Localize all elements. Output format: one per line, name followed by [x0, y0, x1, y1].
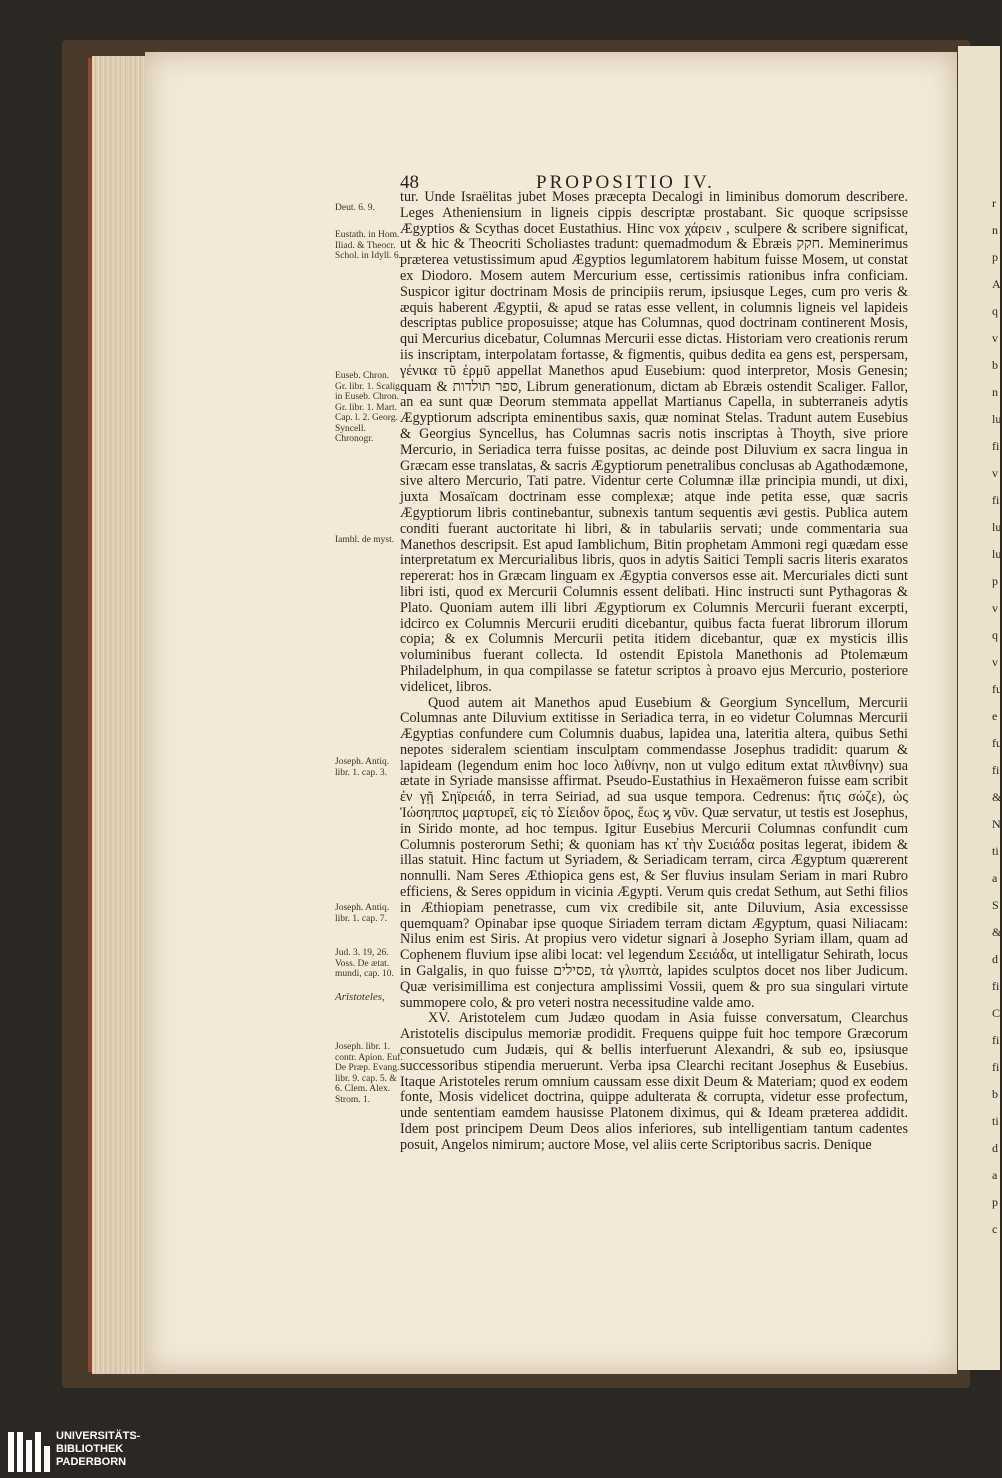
facing-page-fragment: lu [992, 547, 1002, 561]
facing-page-fragment: & [992, 925, 1002, 939]
facing-page-fragment: A [992, 277, 1001, 291]
facing-page-fragment: fi [992, 1033, 1000, 1047]
facing-page-fragment: p [992, 1195, 998, 1209]
paragraph: tur. Unde Israëlitas jubet Moses præcepta Decalogi in liminibus domorum describere. Leges Atheniensium in ligneis cippis descriptæ prostabant. Sic quoque scripsisse Ægyptios & Scythas docet Eustathius. Hinc vox χάρειν , sculpere & scribere significat, ut & hic & Theocriti Scholiastes tradunt: quemadmodum & Ebræis חקק. Meminerimus præterea vetustissimum apud Ægyptios legumlatorem habitum fuisse Mosem, ut constat ex Diodoro. Mosem autem Mercurium esse, certissimis rationibus infra conficiam. Suspicor igitur doctrinam Mosis de principiis rerum, ipsiusque Leges, cum pro veris & æquis haberent Ægyptii, & apud se ratas esse vellent, in columnis ligneis vel lapideis descriptas publice proposuisse; atque has Columnas, quod doctrinam continerent Mosis, qui Mercurius dicebatur, Columnas Mercurii esse dictas. Historiam vero creationis rerum iis inscriptam, interpolatam fortasse, & figmentis, quibus dedita ea gens est, perspersam, γένικα τῦ ἑρμῦ appellat Manethos apud Eusebium: quod interpretor, Mosis Genesin; quam & ספר תולדות, Librum generationum, dictam ab Ebræis ostendit Scaliger. Fallor, an ea sunt quæ Deorum stemmata appellat Martianus Capella, in subterraneis adytis Ægyptiorum adscripta eminentibus saxis, quæ nominat Stelas. Tradunt autem Eusebius & Georgius Syncellus, has Columnas sacris notis inscriptas à Thoyth, sive priore Mercurio, in Seriadica terra fuisse positas, ac deinde post Diluvium ex sacra lingua in Græcam esse translatas, & sacris Ægyptiorum penetralibus conclusas ab Agathodæmone, sive altero Mercurio, Tati patre. Videntur certe Columnæ illæ principia mundi, ut dixi, juxta Mosaïcam doctrinam esse complexæ; atque inde petita esse, quæ sacris Ægyptiorum libris continebantur, subnexis tantum sequentis ævi gestis. Publica autem conditi fuerant auctoritate hi libri, & in tabulariis servati; unde commentaria sua Manethos descripsit. Est apud Iamblichum, Bitin prophetam Ammoni regi quædam esse interpretatum ex Mercurialibus libris, quos in adytis Saitici Templi sacris literis exaratos repererat: hos in Græcam linguam ex Ægyptia conversos esse ait. Mercuriales dicti sunt libri isti, quod ex Mercurii Columnis essent delibati. Hinc instructi sunt Pythagoras & Plato. Quoniam autem illi libri Ægyptiorum ex Columnis Mercurii fuerant excerpti, idcirco ex Columnis Mercurii eruditi dicebantur, quibus facta fuerat librorum illorum copia; & ex Columnis Mercurii petita itidem dicebantur, quæ ex mysticis illis voluminibus fuerant collecta. Id ostendit Epistola Manethonis ad Ptolemæum Philadelphum, in qua compilasse se fatetur scriptos à proavo ejus Mercurio, posteriore videlicet, libros. [400, 189, 908, 695]
margin-note: Iambl. de myst. [335, 535, 395, 545]
page-number: 48 [400, 172, 419, 193]
facing-page-fragment: b [992, 1087, 998, 1101]
facing-page-fragment: C [992, 1006, 1001, 1020]
facing-page-fragment: ti [992, 844, 999, 858]
paragraph: XV. Aristotelem cum Judæo quodam in Asia fuisse conversatum, Clearchus Aristotelis discipulus memoriæ prodidit. Frequens quippe fuit hoc tempore Græcorum consuetudo cum Judæis, qui & bellis interfuerunt Alexandri, & sub eo, ipsiusque successoribus stipendia meruerunt. Verba ipsa Clearchi recitant Josephus & Eusebius. Itaque Aristoteles rerum omnium caussam esse dixit Deum & Materiam; quod ex eodem fonte, Mosis videlicet doctrina, quippe adulterata & corrupta, videtur esse profectum, unde sententiam eamdem hausisse Platonem diximus, qui & Ideam præterea addidit. Idem post principem Deum Deos alios inferiores, sub intelligentiam tantum cadentes posuit, Angelos nimirum; auctore Mose, vel aliis certe Scriptoribus sacris. Denique [400, 1010, 908, 1153]
facing-page-fragment: fi [992, 979, 1000, 993]
facing-page-fragment: fi [992, 439, 1000, 453]
paragraph: Quod autem ait Manethos apud Eusebium & Georgium Syncellum, Mercurii Columnas ante Diluvium extitisse in Seriadica terra, in eo videtur Columnas Mercurii Ægyptias confundere cum Columnis duabus, lapidea una, lateritia altera, quibus Sethi nepotes sideralem scientiam insculptam commendasse Josephus tradidit: quarum & lapideam (legendum enim hoc loco λιθίνην, non ut vulgo editum extat πλινθίνην) sua ætate in Syriade mansisse affirmat. Pseudo-Eustathius in Hexaëmeron fuisse eam scribit ἐν γῇ Σηϊρειάδ, in terra Seiriad, ad sua usque tempora. Cedrenus: ἥτις σώζε), ὡς Ἰώσηππος μαρτυρεῖ, εἰς τὸ Σίειδον ὄρος, ἕως ϗ νῦν. Quæ servatur, ut testis est Josephus, in Sirido monte, ad hoc tempus. Igitur Eusebius Mercurii Columnas confundit cum Columnis posterorum Sethi; & quoniam has κτ̓ τὴν Συειάδα positas legerat, ibidem & illas statuit. Hinc factum ut Syriadem, & Seriadicam terram, circa Ægyptum quærerent nonnulli. Nam Seres Æthiopica gens est, & Ser fluvius insulam Seriam in mari Rubro efficiens, & Seres oppidum in vicinia Ægypti. Verum quis credat Sethum, aut Sethi filios in Æthiopiam penetrasse, cum vix credibile sit, ante Diluvium, Asia excessisse quemquam? Opinabar ipse quoque Siriadem terram dictam Ægyptum, quasi Niliacam: Nilus enim est Siris. At propius vero videtur signari à Josepho Syriam illam, quam ad Cophenem fluvium ipse alibi locat: vel legendum Σεειάδα, ut intelligatur Sehirath, locus in Galgalis, in quo fuisse פסילים, τὰ γλυπτὰ, lapides sculptos docet nos liber Judicum. Quæ verisimillima est conjectura amplissimi Vossii, quem & pro sua singulari virtute summopere colo, & pro veteri nostra necessitudine valde amo. [400, 694, 909, 1011]
margin-note: Aristoteles, [335, 991, 385, 1003]
facing-page-fragment: fu [992, 682, 1002, 696]
facing-page-fragment: r [992, 196, 996, 210]
facing-page-fragment: & [992, 790, 1002, 804]
facing-page-fragment: n [992, 385, 998, 399]
margin-note: Deut. 6. 9. [335, 203, 375, 213]
facing-page-fragment: fi [992, 763, 1000, 777]
margin-note: Joseph. libr. 1. contr. Apion. Euf. De Præp. Evang. libr. 9. cap. 5. & 6. Clem. Alex. Strom. 1. [335, 1042, 403, 1105]
facing-page-fragment: d [992, 952, 998, 966]
margin-note: Jud. 3. 19, 26. Voss. De ætat. mundi, cap. 10. [335, 948, 394, 979]
page-edges [92, 56, 148, 1374]
main-text [400, 190, 908, 1154]
facing-page-fragment: v [992, 331, 998, 345]
facing-page-fragment: fu [992, 736, 1002, 750]
margin-note: Euseb. Chron. Gr. libr. 1. Scalig. in Euseb. Chron. Gr. libr. 1. Mart. Cap. l. 2. Georg. Syncell. Chronogr. [335, 371, 403, 444]
university-library-logo-icon [8, 1432, 52, 1472]
facing-page-fragment: N [992, 817, 1001, 831]
facing-page-fragment: S [992, 898, 999, 912]
margin-note: Joseph. Antiq. libr. 1. cap. 7. [335, 903, 390, 924]
facing-page-fragment: v [992, 601, 998, 615]
facing-page-fragment: v [992, 655, 998, 669]
facing-page-fragment: fi [992, 493, 1000, 507]
facing-page-fragment: p [992, 250, 998, 264]
running-head: PROPOSITIO IV. [536, 172, 715, 193]
facing-page-fragment: q [992, 628, 998, 642]
library-name: UNIVERSITÄTS- BIBLIOTHEK PADERBORN [56, 1430, 141, 1468]
facing-page-fragment: b [992, 358, 998, 372]
facing-page [958, 46, 1000, 1370]
facing-page-fragment: p [992, 574, 998, 588]
facing-page-fragment: ti [992, 1114, 999, 1128]
facing-page-fragment: d [992, 1141, 998, 1155]
facing-page-fragment: q [992, 304, 998, 318]
facing-page-fragment: fi [992, 1060, 1000, 1074]
facing-page-fragment: lu [992, 520, 1002, 534]
facing-page-fragment: v [992, 466, 998, 480]
facing-page-fragment: c [992, 1222, 998, 1236]
facing-page-fragment: a [992, 1168, 998, 1182]
margin-note: Joseph. Antiq. libr. 1. cap. 3. [335, 757, 390, 778]
library-logo [0, 1426, 160, 1478]
facing-page-fragment: lu [992, 412, 1002, 426]
facing-page-fragment: n [992, 223, 998, 237]
facing-page-fragment: e [992, 709, 998, 723]
margin-note: Eustath. in Hom. Iliad. & Theocr. Schol. in Idyll. 6. [335, 230, 401, 261]
facing-page-fragment: a [992, 871, 998, 885]
